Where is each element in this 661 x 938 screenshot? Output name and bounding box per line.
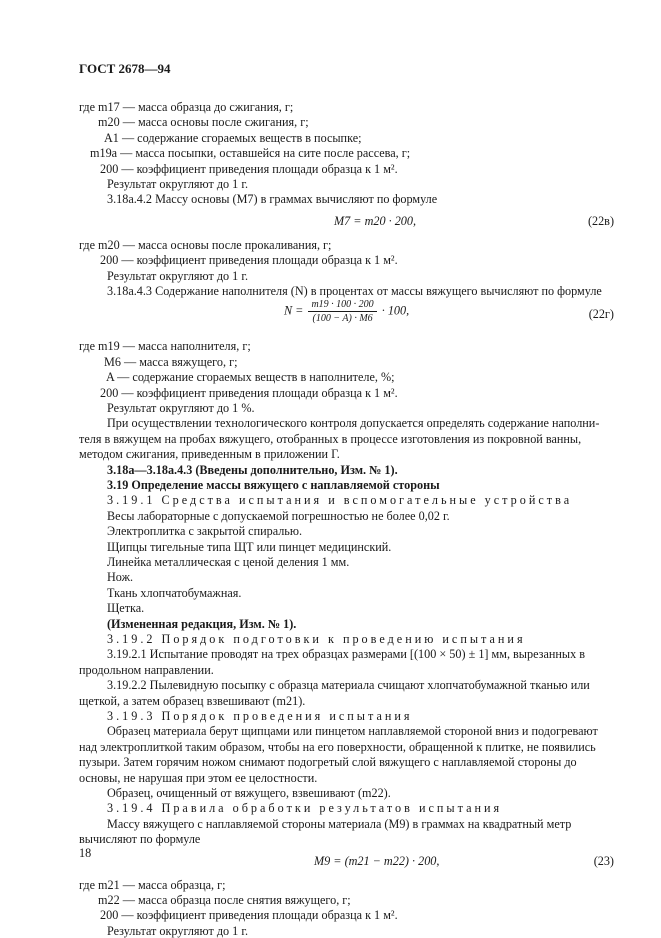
text-line: Образец материала берут щипцами или пинцетом наплавляемой стороной вниз и подогревают: [107, 724, 598, 738]
text-line: Массу вяжущего с наплавляемой стороны материала (M9) в граммах на квадратный метр: [107, 817, 572, 831]
text-line: Результат округляют до 1 г.: [107, 177, 248, 191]
text-line: 3.19.2.1 Испытание проводят на трех образцах размерами [(100 × 50) ± 1] мм, вырезанных в: [107, 647, 585, 661]
formula-number: (23): [593, 853, 614, 868]
amendment-note: 3.18a—3.18a.4.3 (Введены дополнительно, Изм. № 1).: [107, 463, 398, 477]
text-line: 200 — коэффициент приведения площади образца к 1 м².: [100, 253, 398, 267]
fraction: [308, 299, 376, 324]
list-item: Щетка.: [107, 601, 145, 615]
text-line: 200 — коэффициент приведения площади образца к 1 м².: [100, 386, 398, 400]
list-item: Линейка металлическая с ценой деления 1 мм.: [107, 555, 350, 569]
subsection-heading: 3.19.4 Правила обработки результатов испытания: [107, 801, 503, 815]
text-line: основы, не нарушая при этом ее целостности.: [79, 771, 318, 785]
fraction-numerator: m19 · 100 · 200: [308, 299, 376, 312]
list-item: Весы лабораторные с допускаемой погрешностью не более 0,02 г.: [107, 509, 450, 523]
fraction-denominator: (100 − A) · M6: [312, 313, 373, 325]
formula-22g: [284, 299, 409, 324]
formula-lhs: N =: [284, 303, 304, 318]
text-line: m22 — масса образца после снятия вяжущего, г;: [98, 893, 351, 907]
text-line: пузыри. Затем горячим ножом снимают подогретый слой вяжущего с наплавляемой стороны до: [79, 755, 577, 769]
text-line: m19a — масса посыпки, оставшейся на сите после рассева, г;: [90, 146, 411, 160]
text-line: M6 — масса вяжущего, г;: [104, 355, 238, 369]
text-line: m20 — масса основы после сжигания, г;: [98, 115, 309, 129]
text-line: методом сжигания, приведенным в приложении Г.: [79, 447, 340, 461]
text-line: вычисляют по формуле: [79, 832, 201, 846]
text-line: щеткой, а затем образец взвешивают (m21).: [79, 694, 306, 708]
page-number: 18: [79, 846, 92, 860]
text-line: 200 — коэффициент приведения площади образца к 1 м².: [100, 908, 398, 922]
text-line: Образец, очищенный от вяжущего, взвешивают (m22).: [107, 786, 391, 800]
document-header: ГОСТ 2678—94: [79, 61, 171, 76]
formula-22v: M7 = m20 · 200,: [334, 213, 417, 228]
subsection-heading: 3.19.1 Средства испытания и вспомогательные устройства: [107, 493, 573, 507]
section-heading: 3.19 Определение массы вяжущего с наплавляемой стороны: [107, 478, 440, 492]
formula-rhs: · 100,: [381, 303, 410, 318]
list-item: Электроплитка с закрытой спиралью.: [107, 524, 303, 538]
list-item: Ткань хлопчатобумажная.: [107, 586, 242, 600]
text-line: где m19 — масса наполнителя, г;: [79, 339, 251, 353]
text-line: 200 — коэффициент приведения площади образца к 1 м².: [100, 162, 398, 176]
list-item: Нож.: [107, 570, 134, 584]
formula-23: M9 = (m21 − m22) · 200,: [314, 853, 440, 868]
formula-number: (22г): [588, 307, 614, 322]
subsection-heading: 3.19.2 Порядок подготовки к проведению испытания: [107, 632, 526, 646]
text-line: теля в вяжущем на пробах вяжущего, отобранных в процессе изготовления из покровной ванны,: [79, 432, 582, 446]
amendment-note: (Измененная редакция, Изм. № 1).: [107, 617, 297, 631]
text-line: продольном направлении.: [79, 663, 214, 677]
list-item: Щипцы тигельные типа ЩТ или пинцет медицинский.: [107, 540, 392, 554]
text-line: 3.19.2.2 Пылевидную посыпку с образца материала счищают хлопчатобумажной тканью или: [107, 678, 590, 692]
formula-number: (22в): [587, 213, 614, 228]
text-line: Результат округляют до 1 г.: [107, 269, 248, 283]
text-line: над электроплиткой таким образом, чтобы на его поверхности, обращенной к плитке, не появились: [79, 740, 596, 754]
text-line: Результат округляют до 1 г.: [107, 924, 248, 938]
text-line: 3.18a.4.2 Массу основы (M7) в граммах вычисляют по формуле: [107, 192, 438, 206]
text-line: где m20 — масса основы после прокаливания, г;: [79, 238, 332, 252]
text-line: При осуществлении технологического контроля допускается определять содержание наполни-: [107, 416, 600, 430]
text-line: где m17 — масса образца до сжигания, г;: [79, 100, 294, 114]
text-line: где m21 — масса образца, г;: [79, 878, 226, 892]
text-line: Результат округляют до 1 %.: [107, 401, 255, 415]
subsection-heading: 3.19.3 Порядок проведения испытания: [107, 709, 413, 723]
text-line: A1 — содержание сгораемых веществ в посыпке;: [104, 131, 362, 145]
text-line: 3.18a.4.3 Содержание наполнителя (N) в процентах от массы вяжущего вычисляют по формуле: [107, 284, 602, 298]
text-line: A — содержание сгораемых веществ в наполнителе, %;: [106, 370, 395, 384]
